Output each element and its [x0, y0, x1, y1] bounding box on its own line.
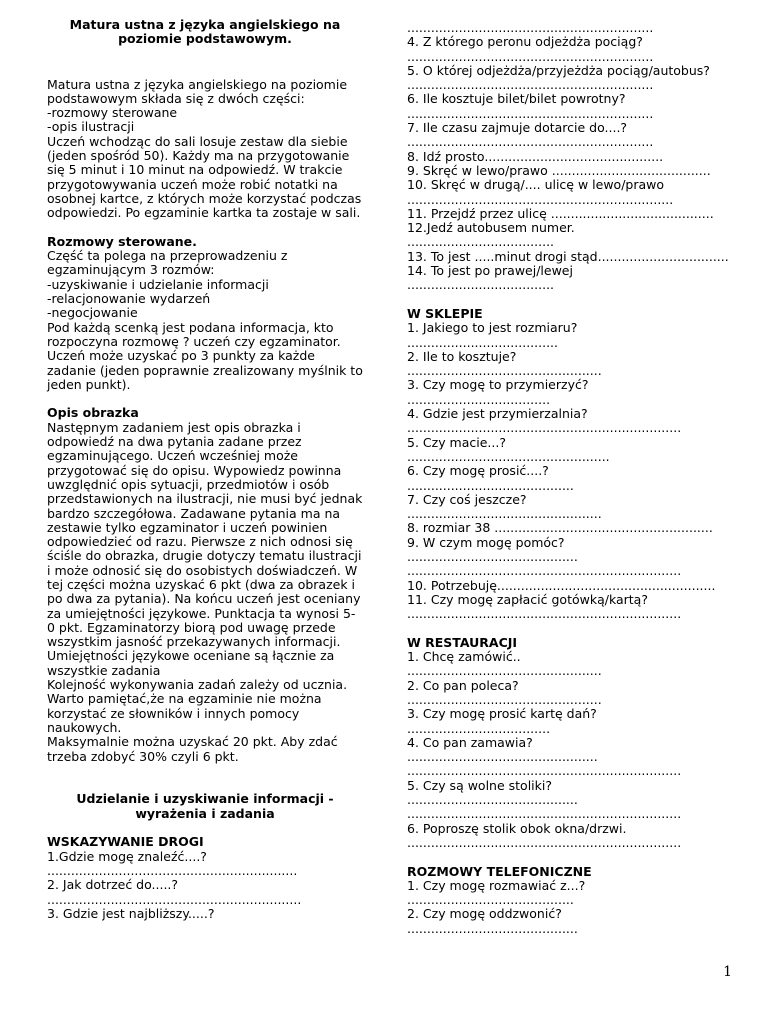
list-item: 6. Czy mogę prosić....?: [407, 463, 549, 479]
list-item: .....................................................................: [407, 563, 682, 579]
list-item: 2. Ile to kosztuje?: [407, 348, 517, 364]
list-item: .................................................: [407, 363, 602, 379]
list-item: 9. W czym mogę pomóc?: [407, 534, 565, 550]
list-item: 3. Czy mogę to przymierzyć?: [407, 377, 589, 393]
list-item: 1. Jakiego to jest rozmiaru?: [407, 320, 578, 336]
phrases-title: Udzielanie i uzyskiwanie informacji - wyrażenia i zadania: [76, 791, 334, 821]
restauracja-list: [407, 650, 737, 850]
list-item: 14. To jest po prawej/lewej: [407, 263, 573, 279]
rozmowy-heading: Rozmowy sterowane.: [47, 233, 197, 249]
telefon-list: [407, 879, 737, 936]
rozmowy-body: Część ta polega na przeprowadzeniu z egzaminującym 3 rozmów: -uzyskiwanie i udzielanie informacji -relacjonowanie wydarzeń -negocjowanie Pod każdą scenką jest podana informacja, kto rozpoczyna rozmowę ? uczeń czy egzaminator. Uczeń może uzyskać po 3 punkty za każde zadanie (jeden poprawnie zrealizowany myślnik to jeden punkt).: [47, 248, 363, 392]
restauracja-heading: W RESTAURACJI: [407, 634, 518, 650]
list-item: 5. Czy są wolne stoliki?: [407, 777, 552, 793]
left-column: [47, 18, 363, 921]
list-item: 8. Idź prosto.............................................: [407, 148, 664, 164]
list-item: ..........................................: [407, 477, 574, 493]
opis-heading: Opis obrazka: [47, 405, 139, 421]
list-item: 1. Chcę zamówić..: [407, 649, 521, 665]
list-item: 3. Czy mogę prosić kartę dań?: [407, 706, 597, 722]
list-item: .....................................: [407, 234, 555, 250]
list-item: ..............................................................: [407, 134, 654, 150]
list-item: ..............................................................: [407, 105, 654, 121]
list-item: ...............................................................: [47, 862, 298, 878]
list-item: 6. Poproszę stolik obok okna/drzwi.: [407, 820, 627, 836]
list-item: 6. Ile kosztuje bilet/bilet powrotny?: [407, 91, 626, 107]
list-item: 4. Z którego peronu odjeżdża pociąg?: [407, 34, 643, 50]
list-item: 2. Czy mogę oddzwonić?: [407, 906, 562, 922]
list-item: .....................................................................: [407, 806, 682, 822]
list-item: 12.Jedź autobusem numer.: [407, 220, 575, 236]
list-item: .....................................................................: [407, 420, 682, 436]
intro-paragraph: Matura ustna z języka angielskiego na poziomie podstawowym składa się z dwóch części: -rozmowy sterowane -opis ilustracji Uczeń wchodząc do sali losuje zestaw dla siebie (jeden spośród 50). Każdy ma na przygotowanie się 5 minut i 10 minut na odpowiedź. W trakcie przygotowywania uczeń może robić notatki na osobnej kartce, z których może korzystać podczas odpowiedzi. Po egzaminie kartka ta zostaje w sali.: [47, 76, 362, 221]
list-item: 7. Ile czasu zajmuje dotarcie do....?: [407, 120, 628, 136]
list-item: 11. Przejdź przez ulicę .........................................: [407, 205, 714, 221]
list-item: ....................................: [407, 391, 551, 407]
list-item: ................................................: [407, 749, 598, 765]
sklep-list: [407, 321, 737, 621]
list-item: .................................................: [407, 506, 602, 522]
list-item: 3. Gdzie jest najbliższy.....?: [47, 905, 215, 921]
list-item: ..........................................: [407, 892, 574, 908]
list-item: 1. Czy mogę rozmawiać z...?: [407, 877, 586, 893]
list-item: 2. Jak dotrzeć do.....?: [47, 877, 179, 893]
list-item: ...........................................: [407, 920, 578, 936]
list-item: ...................................................: [407, 448, 610, 464]
list-item: 9. Skręć w lewo/prawo ........................................: [407, 162, 711, 178]
list-item: 10. Potrzebuję.......................................................: [407, 577, 716, 593]
wskazywanie-right-list: [407, 21, 737, 293]
list-item: 5. O której odjeżdża/przyjeżdża pociąg/autobus?: [407, 62, 710, 78]
list-item: 2. Co pan poleca?: [407, 677, 519, 693]
telefon-heading: ROZMOWY TELEFONICZNE: [407, 863, 592, 879]
list-item: 8. rozmiar 38 .......................................................: [407, 520, 713, 536]
list-item: ..............................................................: [407, 48, 654, 64]
list-item: ......................................: [407, 334, 558, 350]
list-item: 7. Czy coś jeszcze?: [407, 491, 527, 507]
list-item: ...........................................: [407, 792, 578, 808]
list-item: ..............................................................: [407, 77, 654, 93]
wskazywanie-left-list: [47, 850, 363, 921]
list-item: 4. Gdzie jest przymierzalnia?: [407, 406, 588, 422]
list-item: ....................................: [407, 720, 551, 736]
list-item: 5. Czy macie...?: [407, 434, 506, 450]
list-item: ................................................................: [47, 891, 302, 907]
list-item: ...................................................................: [407, 191, 674, 207]
list-item: .................................................: [407, 663, 602, 679]
page-title: Matura ustna z języka angielskiego na poziomie podstawowym.: [69, 17, 341, 47]
sklep-heading: W SKLEPIE: [407, 305, 483, 321]
list-item: 1.Gdzie mogę znaleźć....?: [47, 848, 207, 864]
opis-body: Następnym zadaniem jest opis obrazka i odpowiedź na dwa pytania zadane przez egzaminującego. Uczeń wcześniej może przygotować się do opisu. Wypowiedz powinna uwzględnić opis sytuacji, przedmiotów i osób przedstawionych na ilustracji, nie musi być jednak bardzo szczegółowa. Zadawane pytania ma na zestawie tylko egzaminator i uczeń powinien odpowiedzieć od razu. Pierwsze z nich odnosi się ściśle do obrazka, drugie dotyczy tematu ilustracji i może odnosić się do osobistych doświadczeń. W tej części można uzyskać 6 pkt (dwa za obrazek i po dwa za pytania). Na końcu uczeń jest oceniany za umiejętności językowe. Punktacja ta wynosi 5-0 pkt. Egzaminatorzy biorą pod uwagę przede wszystkim jasność przekazywanych informacji. Umiejętności językowe oceniane są łącznie za wszystkie zadania Kolejność wykonywania zadań zależy od ucznia. Warto pamiętać,że na egzaminie nie można korzystać ze słowników i innych pomocy naukowych. Maksymalnie można uzyskać 20 pkt. Aby zdać trzeba zdobyć 30% czyli 6 pkt.: [47, 419, 363, 764]
page-number: 1: [723, 964, 732, 980]
wskazywanie-heading: WSKAZYWANIE DROGI: [47, 834, 204, 850]
list-item: .....................................................................: [407, 834, 682, 850]
list-item: 4. Co pan zamawia?: [407, 734, 533, 750]
list-item: 13. To jest .....minut drogi stąd.................................: [407, 248, 729, 264]
list-item: ...........................................: [407, 548, 578, 564]
list-item: 10. Skręć w drugą/.... ulicę w lewo/prawo: [407, 177, 665, 193]
list-item: 11. Czy mogę zapłacić gotówką/kartą?: [407, 591, 648, 607]
list-item: .....................................: [407, 277, 555, 293]
list-item: .....................................................................: [407, 606, 682, 622]
right-column: [407, 21, 737, 936]
list-item: ..............................................................: [407, 20, 654, 35]
list-item: .....................................................................: [407, 763, 682, 779]
list-item: .................................................: [407, 691, 602, 707]
